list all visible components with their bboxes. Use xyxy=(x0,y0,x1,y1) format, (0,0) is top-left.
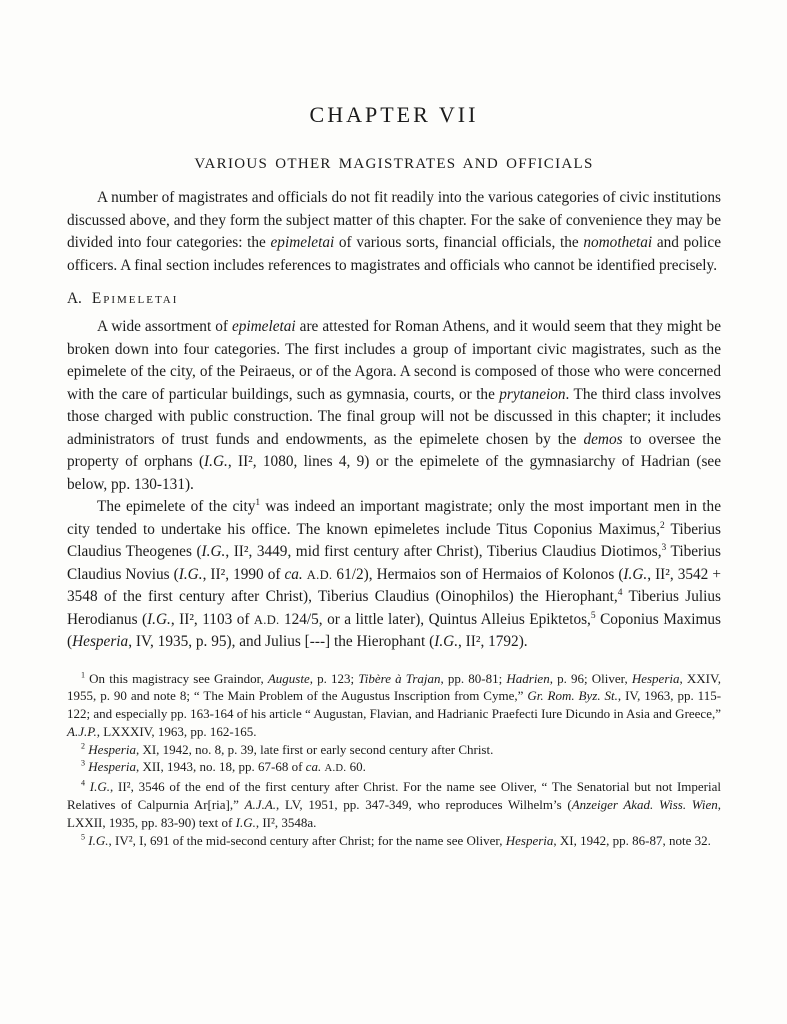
page-subtitle: VARIOUS OTHER MAGISTRATES AND OFFICIALS xyxy=(194,156,594,172)
chapter-title: CHAPTER VII xyxy=(309,102,479,127)
footnotes-section xyxy=(67,670,721,850)
footnote-4: $^4$ I.G., II², 3546 of the end of the first century after Christ. For the name see Oliver, “ The Senatorial but not Imperial Relatives of Calpurnia Ar[ria],” A.J.A., LV, 1951, pp. 347-349, who reproduces Wilhelm’s (Anzeiger Akad. Wiss. Wien, LXXII, 1935, pp. 83-90) text of I.G., II², 3548a. xyxy=(67,778,722,830)
footnote-3: $^3$ Hesperia, XII, 1943, no. 18, pp. 67-68 of ca. A.D. 60. xyxy=(81,759,366,775)
paragraph-epimeletai-overview: A wide assortment of epimeletai are attested for Roman Athens, and it would seem that they might be broken down into four categories. The first includes a group of important civic magistrates, such as the epimelete of the city, of the Peiraeus, or of the Agora. A second is composed of those who were concerned with the care of particular buildings, such as gymnasia, courts, or the prytaneion. The third class involves those charged with public construction. The final group will not be discussed in this chapter; it includes administrators of trust funds and endowments, as the epimelete chosen by the demos to oversee the property of orphans (I.G., II², 1080, lines 4, 9) or the epimelete of the gymnasiarchy of Hadrian (see below, pp. 130-131). xyxy=(67,318,721,493)
footnote-1: $^1$ On this magistracy see Graindor, Auguste, p. 123; Tibère à Trajan, pp. 80-81; Hadrien, p. 96; Oliver, Hesperia, XXIV, 1955, p. 90 and note 8; “ The Main Problem of the Augustus Inscription from Cyme,” Gr. Rom. Byz. St., IV, 1963, pp. 115-122; and especially pp. 163-164 of his article “ Augustan, Flavian, and Hadrianic Praefecti Iure Dicundo in Asia and Greece,” A.J.P., LXXXIV, 1963, pp. 162-165. xyxy=(67,670,722,739)
section-heading-epimeletai: A. Epimeletai xyxy=(67,290,179,307)
footnote-5: $^5$ I.G., IV², I, 691 of the mid-second century after Christ; for the name see Oliver, Hesperia, XI, 1942, pp. 86-87, note 32. xyxy=(81,832,711,848)
footnote-2: $^2$ Hesperia, XI, 1942, no. 8, p. 39, late first or early second century after Christ. xyxy=(81,741,494,757)
paragraph-epimelete-of-city: The epimelete of the city$^1$ was indeed an important magistrate; only the most important men in the city tended to undertake his office. The known epimeletes include Titus Coponius Maximus,$^2$ Tiberius Claudius Theogenes (I.G., II², 3449, mid first century after Christ), Tiberius Claudius Diotimos,$^3$ Tiberius Claudius Novius (I.G., II², 1990 of ca. A.D. 61/2), Hermaios son of Hermaios of Kolonos (I.G., II², 3542 + 3548 of the first century after Christ), Tiberius Claudius (Oinophilos) the Hierophant,$^4$ Tiberius Julius Herodianus (I.G., II², 1103 of A.D. 124/5, or a little later), Quintus Alleius Epiktetos,$^5$ Coponius Maximus (Hesperia, IV, 1935, p. 95), and Julius [---] the Hierophant (I.G., II², 1792). xyxy=(67,497,722,650)
paragraph-intro: A number of magistrates and officials do not fit readily into the various categories of civic institutions discussed above, and they form the subject matter of this chapter. For the sake of convenience they may be divided into four categories: the epimeletai of various sorts, financial officials, the nomothetai and police officers. A final section includes references to magistrates and officials who cannot be identified precisely. xyxy=(67,189,721,274)
